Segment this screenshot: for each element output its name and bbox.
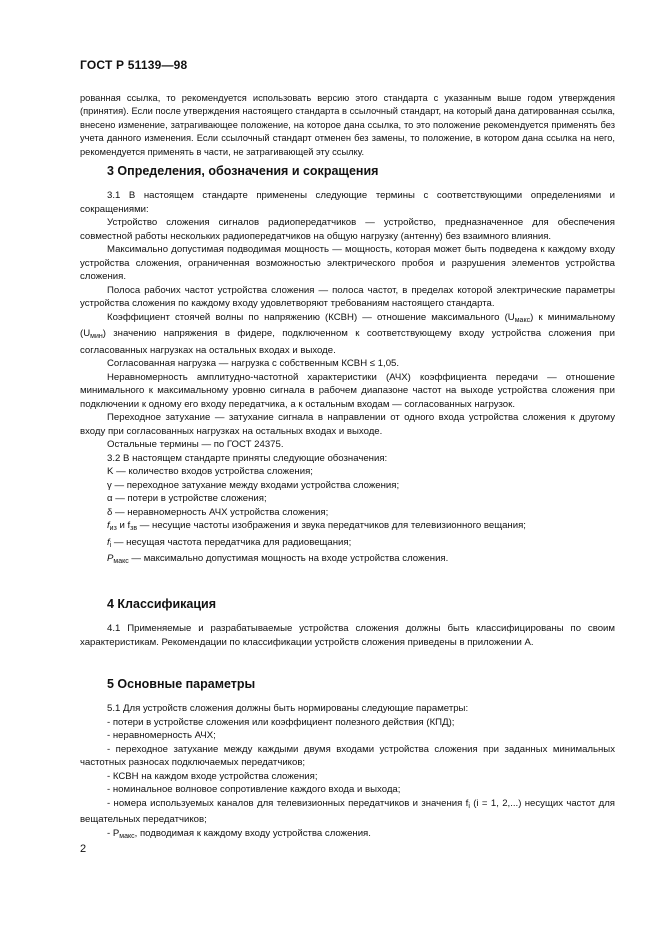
term-bandwidth: Полоса рабочих частот устройства сложения — полоса частот, в пределах которой электрические параметры устройства сложения по каждому входу удовлетворяют требованиям настоящего стандарта.: [80, 284, 615, 309]
symbol-f-tv: $f_{из}$ и $f_{зв}$ — несущие частоты изображения и звука передатчиков для телевизионного вещания;: [107, 520, 526, 532]
section-3-title: 3 Определения, обозначения и сокращения: [107, 164, 379, 178]
section-5: [80, 676, 615, 843]
param-p-max: - $P_{макс}$, подводимая к каждому входу устройства сложения.: [107, 827, 371, 840]
symbol-p-max: $P_{макс}$ — максимально допустимая мощность на входе устройства сложения.: [107, 553, 449, 565]
term-max-power: Максимально допустимая подводимая мощность — мощность, которая может быть подведена к каждому входу устройства сложения, ограниченная возможностью электрического пробоя и разрушения элементов устройства сложения.: [80, 244, 615, 282]
param-vswr: - КСВН на каждом входе устройства сложения;: [107, 770, 318, 782]
paragraph-3-2: 3.2 В настоящем стандарте приняты следующие обозначения:: [107, 452, 388, 464]
paragraph-5-1: 5.1 Для устройств сложения должны быть нормированы следующие параметры:: [107, 703, 469, 714]
document-header: ГОСТ Р 51139—98: [80, 58, 188, 72]
symbol-gamma: γ — переходное затухание между входами устройства сложения;: [107, 479, 400, 491]
paragraph-3-1: 3.1 В настоящем стандарте применены следующие термины с соответствующими определениями и сокращениями:: [80, 190, 615, 215]
param-ripple: - неравномерность АЧХ;: [107, 730, 216, 741]
term-vswr: Коэффициент стоячей волны по напряжению (КСВН) — отношение максимального $(U_{макс})$ к минимальному $(U_{мин})$ значению напряжения в фидере, подключенном к соответствующему входу устройства сложения при согласованных нагрузках на остальных входах и выходе.: [80, 311, 615, 356]
section-4: [80, 596, 615, 649]
page-number: 2: [80, 843, 87, 855]
param-losses: - потери в устройстве сложения или коэффициент полезного действия (КПД);: [107, 716, 455, 728]
term-combiner: Устройство сложения сигналов радиопередатчиков — устройство, предназначенное для обеспечения совместной работы нескольких радиопередатчиков на общую нагрузку (антенну) без взаимного влияния.: [80, 217, 615, 242]
section-3: [80, 163, 615, 569]
section-4-title: 4 Классификация: [107, 597, 217, 611]
param-crosstalk: - переходное затухание между каждыми двумя входами устройства сложения при заданных минимальных частотных разносах подключаемых передатчиков;: [80, 743, 615, 768]
term-other: Остальные термины — по ГОСТ 24375.: [107, 439, 284, 450]
term-crosstalk: Переходное затухание — затухание сигнала в направлении от одного входа устройства сложения к другому входу при согласованных нагрузках на остальных входах и выходе.: [80, 412, 615, 437]
section-5-title: 5 Основные параметры: [107, 677, 256, 691]
paragraph-4-1: 4.1 Применяемые и разрабатываемые устройства сложения должны быть классифицированы по своим характеристикам. Рекомендации по классификации устройств сложения приведены в приложении А.: [80, 623, 615, 648]
param-channels: - номера используемых каналов для телевизионных передатчиков и значения $f_i$ (i = 1, 2,...) несущих частот для вещательных передатчиков;: [80, 797, 616, 825]
symbol-delta: δ — неравномерность АЧХ устройства сложения;: [107, 506, 329, 518]
symbol-alpha: α — потери в устройстве сложения;: [107, 493, 267, 504]
symbol-k: K — количество входов устройства сложения;: [107, 466, 313, 477]
symbol-f-radio: $f_i$ — несущая частота передатчика для радиовещания;: [107, 536, 352, 549]
param-impedance: - номинальное волновое сопротивление каждого входа и выхода;: [107, 784, 401, 795]
intro-paragraph: [80, 92, 615, 159]
intro-text: рованная ссылка, то рекомендуется использовать версию этого стандарта с указанным выше годом утверждения (принятия). Если после утверждения настоящего стандарта в ссылочный стандарт, на который дана датированная ссылка, внесено изменение, затрагивающее положение, на которое дана ссылка, то это положение рекомендуется применять без учета данного изменения. Если ссылочный стандарт отменен без замены, то положение, в котором дана ссылка на него, рекомендуется применять в части, не затрагивающей эту ссылку.: [80, 93, 615, 157]
term-matched-load: Согласованная нагрузка — нагрузка с собственным КСВН ≤ 1,05.: [107, 358, 400, 369]
term-frequency-response: Неравномерность амплитудно-частотной характеристики (АЧХ) коэффициента передачи — отношение минимального к максимальному уровню сигнала в рабочем диапазоне частот на выходе устройства сложения при подключении к одному его входу передатчика, а к остальным входам — согласованных нагрузок.: [80, 371, 615, 410]
